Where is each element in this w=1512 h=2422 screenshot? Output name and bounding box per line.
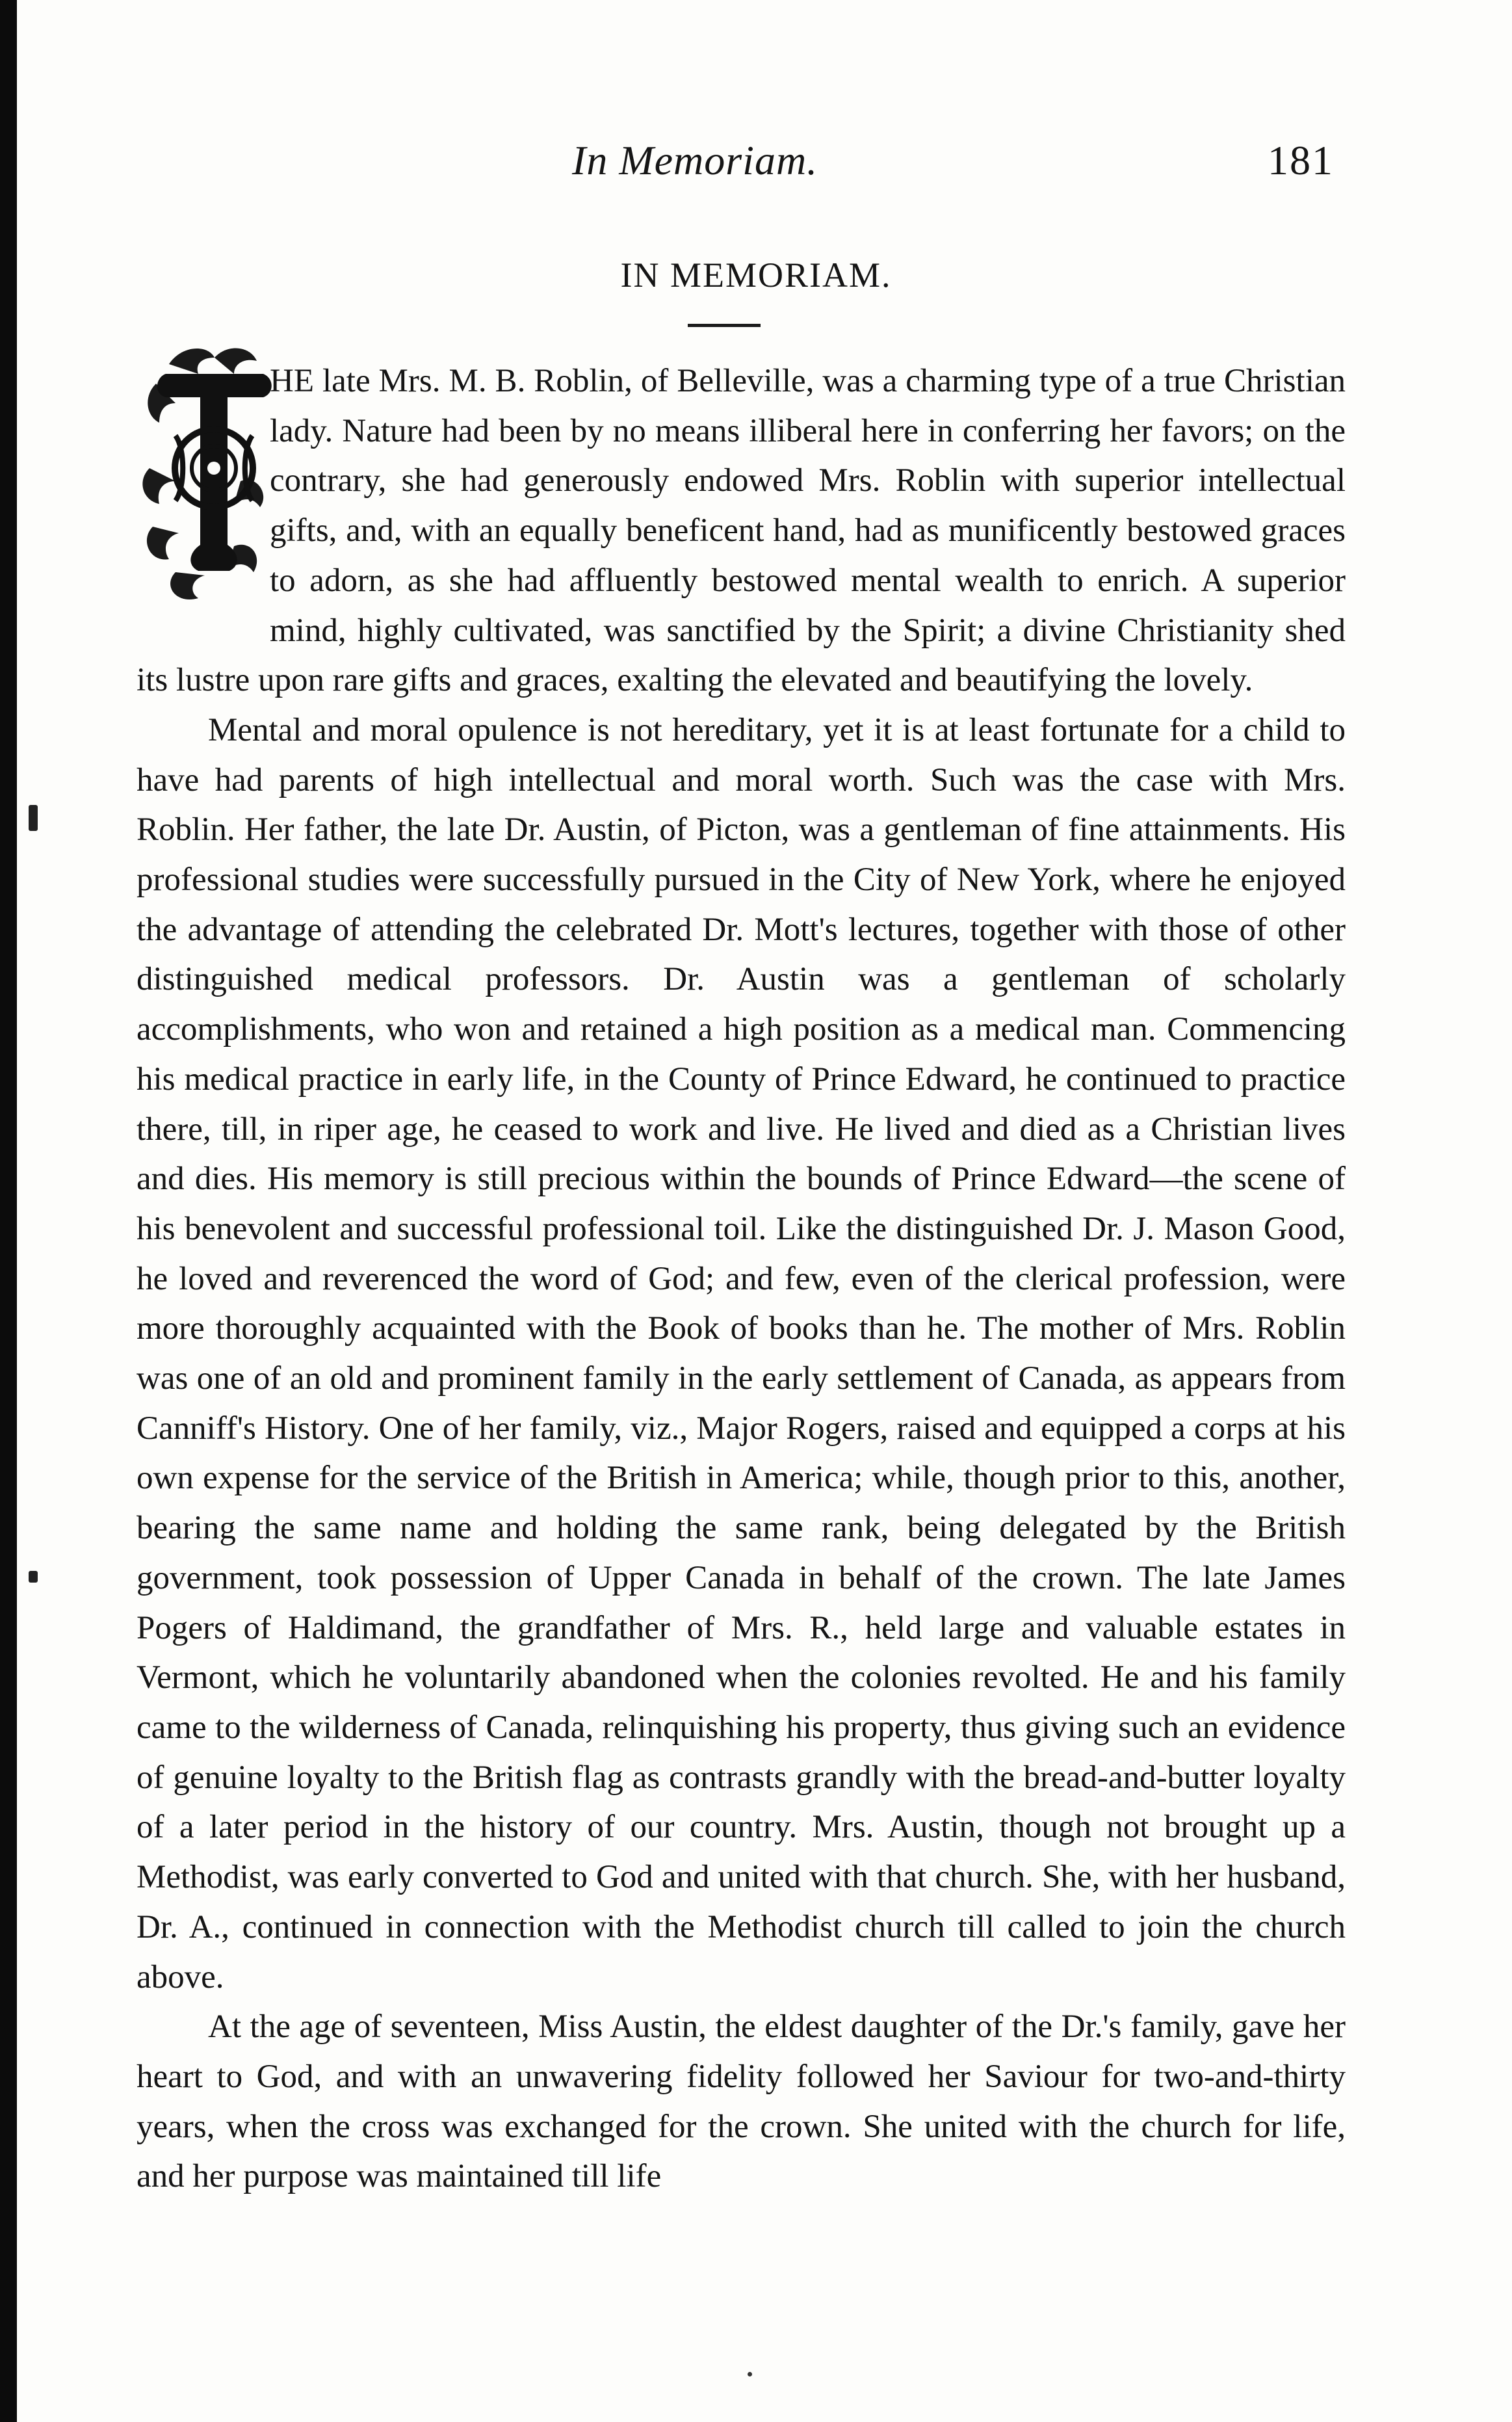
article-body <box>137 356 1346 2202</box>
scan-speck <box>29 805 38 831</box>
paragraph: Mental and moral opulence is not hereditary, yet it is at least fortunate for a child to have had parents of high intellectual and moral worth. Such was the case with Mrs. Roblin. Her father, the late Dr. Austin, of Picton, was a gentleman of fine attainments. His professional studies were successfully pursued in the City of New York, where he enjoyed the advantage of attending the celebrated Dr. Mott's lectures, together with those of other distinguished medical professors. Dr. Austin was a gentleman of scholarly accomplishments, who won and retained a high position as a medical man. Commencing his medical practice in early life, in the County of Prince Edward, he continued to practice there, till, in riper age, he ceased to work and live. He lived and died as a Christian lives and dies. His memory is still precious within the bounds of Prince Edward—the scene of his benevolent and successful professional toil. Like the distinguished Dr. J. Mason Good, he loved and reverenced the word of God; and few, even of the clerical profession, were more thoroughly acquainted with the Book of books than he. The mother of Mrs. Roblin was one of an old and prominent family in the early settlement of Canada, as appears from Canniff's History. One of her family, viz., Major Rogers, raised and equipped a corps at his own expense for the service of the British in America; while, though prior to this, another, bearing the same name and holding the same rank, being delegated by the British government, took possession of Upper Canada in behalf of the crown. The late James Pogers of Haldimand, the grandfather of Mrs. R., held large and valuable estates in Vermont, which he voluntarily abandoned when the colonies revolted. He and his family came to the wilderness of Canada, relinquishing his property, thus giving such an evidence of genuine loyalty to the British flag as contrasts grandly with the bread-and-butter loyalty of a later period in the history of our country. Mrs. Austin, though not brought up a Methodist, was early converted to God and united with that church. She, with her husband, Dr. A., continued in connection with the Methodist church till called to join the church above. <box>137 711 1346 1995</box>
scan-speck <box>748 2372 752 2376</box>
drop-cap-spacer <box>137 356 270 648</box>
scan-speck <box>29 1571 38 1583</box>
running-title: In Memoriam. <box>572 137 818 183</box>
paragraph: At the age of seventeen, Miss Austin, the eldest daughter of the Dr.'s family, gave her heart to God, and with an unwavering fidelity followed her Saviour for two-and-thirty years, when the cross was exchanged for the crown. She united with the church for life, and her purpose was maintained till life <box>137 2008 1346 2195</box>
page-number: 181 <box>1268 137 1334 183</box>
title-rule <box>688 324 761 327</box>
article-title: IN MEMORIAM. <box>620 256 892 295</box>
scan-binding-edge <box>0 0 17 2422</box>
paragraph: HE late Mrs. M. B. Roblin, of Belleville, was a charming type of a true Christian lady. Nature had been by no means illiberal here in conferring her favors; on the contrary, she had generously endowed Mrs. Roblin with superior intellectual gifts, and, with an equally beneficent hand, had as munificently bestowed graces to adorn, as she had affluently bestowed mental wealth to enrich. A superior mind, highly cultivated, was sanctified by the Spirit; a divine Christianity shed its lustre upon rare gifts and graces, exalting the elevated and beautifying the lovely. <box>137 363 1346 699</box>
